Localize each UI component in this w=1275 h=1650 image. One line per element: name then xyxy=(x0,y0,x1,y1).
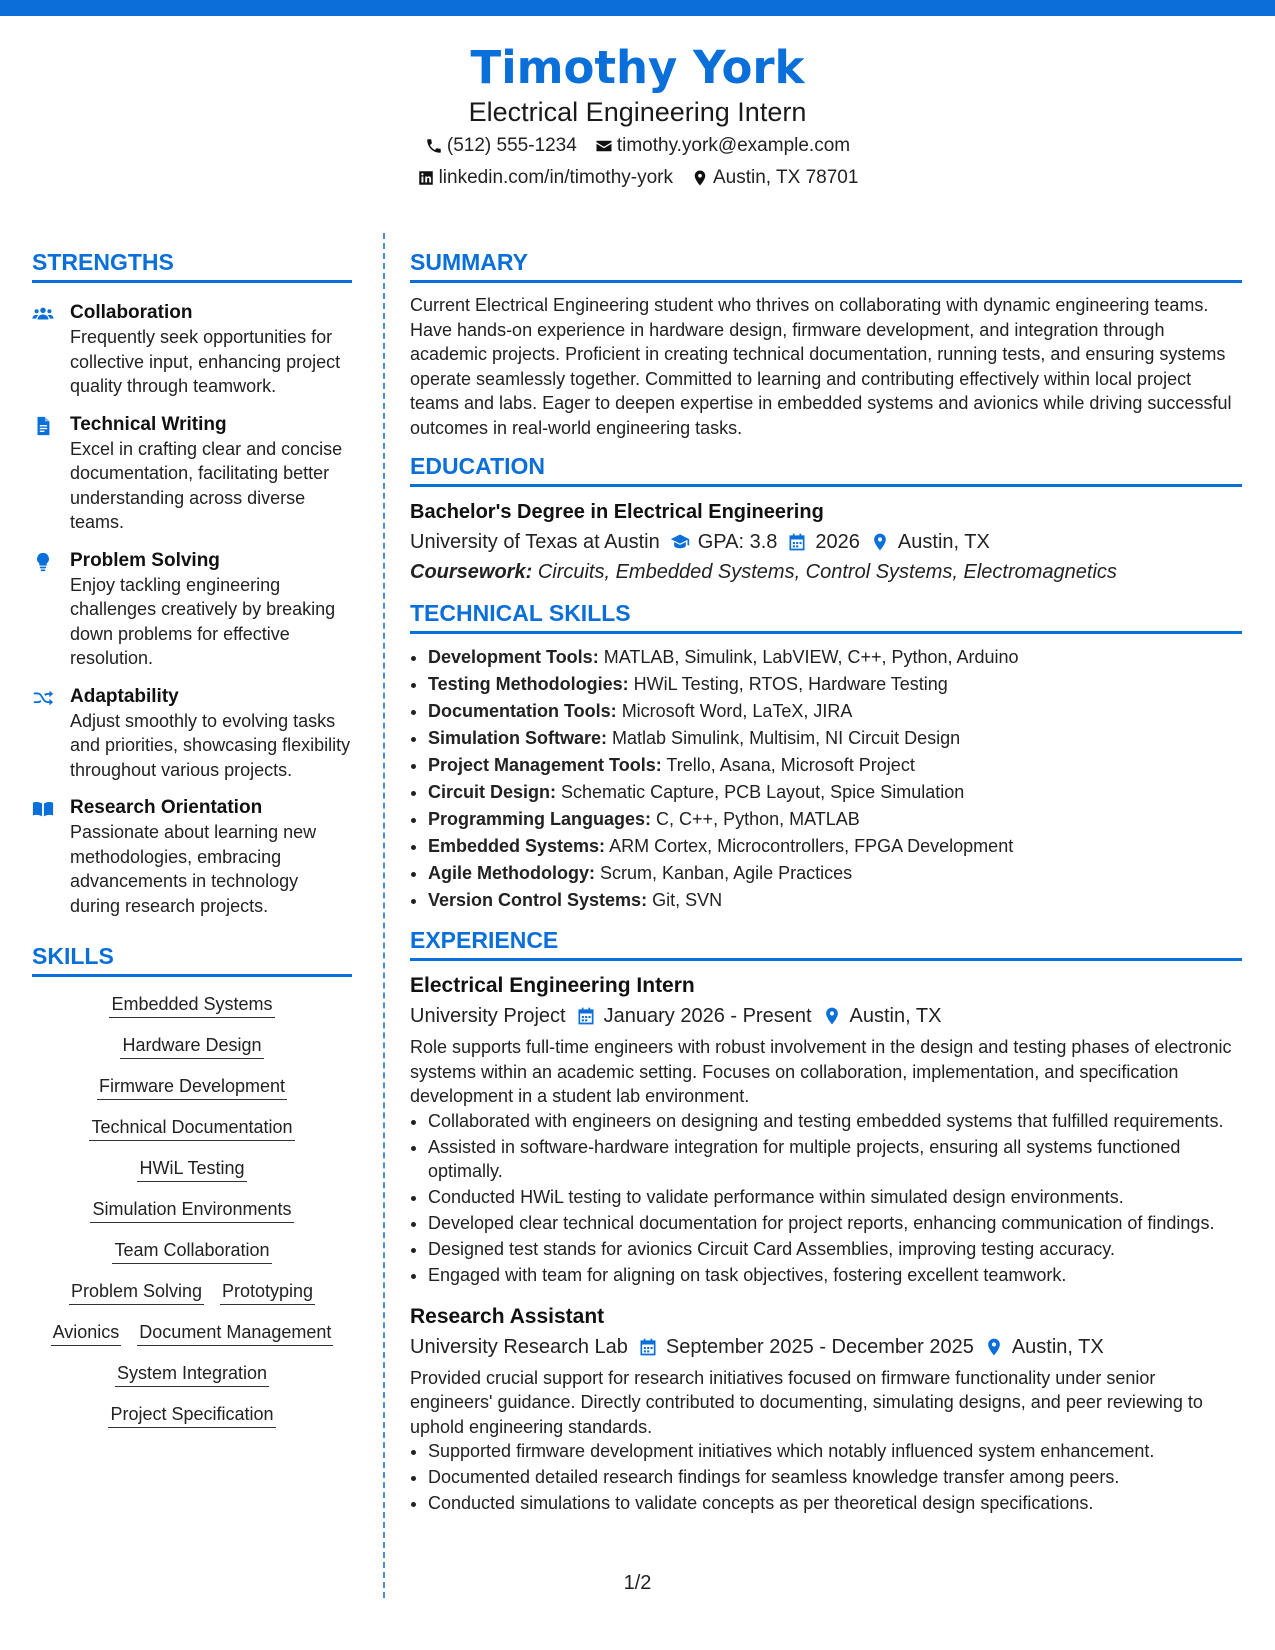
list-item: • Development Tools: MATLAB, Simulink, LabVIEW, C++, Python, Arduino xyxy=(428,644,1242,671)
calendar-icon xyxy=(787,532,807,552)
job-entry xyxy=(410,1302,1242,1516)
list-item: • Supported firmware development initiatives which notably influenced system enhancement. xyxy=(428,1439,1242,1464)
skill-tag: Hardware Design xyxy=(120,1032,263,1059)
education-meta xyxy=(410,527,1242,557)
calendar-icon xyxy=(638,1337,658,1357)
job-title: Research Assistant xyxy=(410,1304,605,1328)
gpa-item xyxy=(670,527,778,557)
skill-tag: Avionics xyxy=(51,1319,122,1346)
job-meta xyxy=(410,1332,1242,1362)
lightbulb-icon xyxy=(32,551,54,573)
strength-item xyxy=(32,796,352,918)
book-icon xyxy=(32,798,54,820)
skill-tag: Prototyping xyxy=(220,1278,315,1305)
email-contact[interactable] xyxy=(595,130,850,162)
strength-title: Problem Solving xyxy=(70,549,220,571)
job-location: Austin, TX xyxy=(1011,1335,1104,1358)
job-bullets xyxy=(410,1439,1242,1516)
phone-text: (512) 555-1234 xyxy=(446,135,577,156)
skill-tag: Technical Documentation xyxy=(89,1114,294,1141)
job-location: Austin, TX xyxy=(849,1005,942,1027)
phone-icon xyxy=(425,137,443,155)
job-description: Provided crucial support for research initiatives focused on firmware functionality under senior engineers' guidance. Directly contributed to documenting, simulating designs, and peer reviewing to uphold engineering standards. xyxy=(410,1367,1203,1437)
summary-heading: SUMMARY xyxy=(410,248,1242,283)
graduation-cap-icon xyxy=(670,532,690,552)
linkedin-icon xyxy=(417,169,435,187)
job-org: University Project xyxy=(410,1005,566,1027)
linkedin-text: linkedin.com/in/timothy-york xyxy=(438,167,673,188)
summary-text: Current Electrical Engineering student who thrives on collaborating with dynamic engineering teams. Have hands-on experience in hardware design, firmware development, and integration through academic projects. Proficient in creating technical documentation, running tests, and ensuring systems operate seamlessly together. Committed to learning and contributing effectively within local project teams and labs. Eager to deepen expertise in embedded systems and avionics while driving successful outcomes in real-world engineering tasks. xyxy=(410,295,1232,438)
strength-title: Research Orientation xyxy=(70,797,263,818)
list-item: • Testing Methodologies: HWiL Testing, RTOS, Hardware Testing xyxy=(428,671,1242,698)
contact-row-1 xyxy=(0,130,1275,162)
right-column xyxy=(410,248,1242,1530)
list-item: • Conducted simulations to validate concepts as per theoretical design specifications. xyxy=(428,1491,1242,1516)
skill-tag: Embedded Systems xyxy=(109,991,274,1018)
degree-title: Bachelor's Degree in Electrical Engineering xyxy=(410,501,824,523)
strength-item xyxy=(32,413,352,535)
strength-description: Enjoy tackling engineering challenges creatively by breaking down problems for effective resolution. xyxy=(70,574,336,668)
job-dates-item xyxy=(638,1332,974,1362)
list-item: • Embedded Systems: ARM Cortex, Microcontrollers, FPGA Development xyxy=(428,833,1242,860)
job-description: Role supports full-time engineers with robust involvement in the design and testing phases of electronic systems within an academic setting. Focuses on collaboration, implementation, and specification development in a student lab environment. xyxy=(410,1037,1232,1106)
year-item xyxy=(787,527,860,557)
strength-title: Collaboration xyxy=(70,302,193,323)
strength-description: Passionate about learning new methodologies, embracing advancements in technology during research projects. xyxy=(70,822,317,916)
location-contact xyxy=(691,162,858,194)
strength-item xyxy=(32,301,352,399)
shuffle-icon xyxy=(32,687,54,709)
users-icon xyxy=(32,303,54,325)
email-text: timothy.york@example.com xyxy=(616,135,851,156)
job-meta xyxy=(410,1001,1242,1031)
skill-tag: HWiL Testing xyxy=(137,1155,246,1182)
contact-row-2 xyxy=(0,162,1275,194)
experience-heading: EXPERIENCE xyxy=(410,926,1242,961)
skill-tag: Project Specification xyxy=(108,1401,275,1428)
job-dates: January 2026 - Present xyxy=(603,1005,812,1027)
graduation-year: 2026 xyxy=(815,531,860,553)
strength-title: Adaptability xyxy=(70,685,179,707)
list-item: • Developed clear technical documentation for project reports, enhancing communication of findings. xyxy=(428,1211,1242,1236)
strength-title: Technical Writing xyxy=(70,413,227,435)
job-location-item xyxy=(822,1001,942,1031)
candidate-name: Timothy York xyxy=(470,41,805,94)
top-accent-bar xyxy=(0,0,1275,16)
page-number: 1/2 xyxy=(623,1572,652,1594)
skill-tag: Simulation Environments xyxy=(90,1196,293,1223)
strength-description: Adjust smoothly to evolving tasks and priorities, showcasing flexibility throughout various projects. xyxy=(70,710,351,780)
candidate-title: Electrical Engineering Intern xyxy=(468,97,807,127)
skill-tag: Document Management xyxy=(137,1319,333,1346)
list-item: • Programming Languages: C, C++, Python, MATLAB xyxy=(428,806,1242,833)
map-pin-icon xyxy=(691,169,709,187)
list-item: • Agile Methodology: Scrum, Kanban, Agile Practices xyxy=(428,860,1242,887)
list-item: • Conducted HWiL testing to validate performance within simulated design environments. xyxy=(428,1185,1242,1210)
list-item: • Collaborated with engineers on designing and testing embedded systems that fulfilled requirements. xyxy=(428,1109,1242,1134)
job-location-item xyxy=(984,1332,1104,1362)
job-title: Electrical Engineering Intern xyxy=(410,974,695,997)
job-dates: September 2025 - December 2025 xyxy=(665,1335,974,1358)
skill-tag: Team Collaboration xyxy=(112,1237,271,1264)
linkedin-contact[interactable] xyxy=(417,162,673,194)
list-item: • Designed test stands for avionics Circuit Card Assemblies, improving testing accuracy. xyxy=(428,1237,1242,1262)
list-item: • Engaged with team for aligning on task objectives, fostering excellent teamwork. xyxy=(428,1263,1242,1288)
list-item: • Documentation Tools: Microsoft Word, LaTeX, JIRA xyxy=(428,698,1242,725)
education-heading: EDUCATION xyxy=(410,452,1242,487)
strength-item xyxy=(32,685,352,783)
envelope-icon xyxy=(595,137,613,155)
list-item: • Assisted in software-hardware integration for multiple projects, ensuring all systems functioned optimally. xyxy=(428,1135,1242,1184)
coursework-label: Coursework: xyxy=(410,561,533,583)
job-org: University Research Lab xyxy=(410,1335,628,1358)
list-item: • Version Control Systems: Git, SVN xyxy=(428,887,1242,914)
job-entry xyxy=(410,971,1242,1288)
calendar-icon xyxy=(576,1006,596,1026)
coursework-line xyxy=(410,557,1242,587)
skill-tag: Firmware Development xyxy=(97,1073,287,1100)
coursework-text: Circuits, Embedded Systems, Control Systems, Electromagnetics xyxy=(537,561,1117,583)
list-item: • Project Management Tools: Trello, Asana, Microsoft Project xyxy=(428,752,1242,779)
school-name: University of Texas at Austin xyxy=(410,531,660,553)
gpa-text: GPA: 3.8 xyxy=(697,531,778,553)
skill-tag: Problem Solving xyxy=(69,1278,204,1305)
technical-skills-heading: TECHNICAL SKILLS xyxy=(410,599,1242,634)
strengths-heading: STRENGTHS xyxy=(32,248,352,283)
map-pin-icon xyxy=(984,1337,1004,1357)
left-column xyxy=(32,248,352,1442)
resume-header xyxy=(0,40,1275,194)
phone-contact[interactable] xyxy=(425,130,577,162)
list-item: • Documented detailed research findings for seamless knowledge transfer among peers. xyxy=(428,1465,1242,1490)
list-item: • Circuit Design: Schematic Capture, PCB Layout, Spice Simulation xyxy=(428,779,1242,806)
job-bullets xyxy=(410,1109,1242,1288)
document-icon xyxy=(32,415,54,437)
strength-description: Frequently seek opportunities for collective input, enhancing project quality through teamwork. xyxy=(70,327,341,396)
map-pin-icon xyxy=(870,532,890,552)
strength-item xyxy=(32,549,352,671)
column-divider xyxy=(383,233,385,1598)
list-item: • Simulation Software: Matlab Simulink, Multisim, NI Circuit Design xyxy=(428,725,1242,752)
skills-list xyxy=(32,991,352,1428)
job-dates-item xyxy=(576,1001,812,1031)
technical-skills-list xyxy=(410,644,1242,914)
education-location: Austin, TX xyxy=(897,531,990,553)
map-pin-icon xyxy=(822,1006,842,1026)
location-text: Austin, TX 78701 xyxy=(713,167,859,188)
skill-tag: System Integration xyxy=(115,1360,269,1387)
edu-location-item xyxy=(870,527,990,557)
strength-description: Excel in crafting clear and concise documentation, facilitating better understanding across diverse teams. xyxy=(70,438,343,532)
skills-heading: SKILLS xyxy=(32,942,352,977)
